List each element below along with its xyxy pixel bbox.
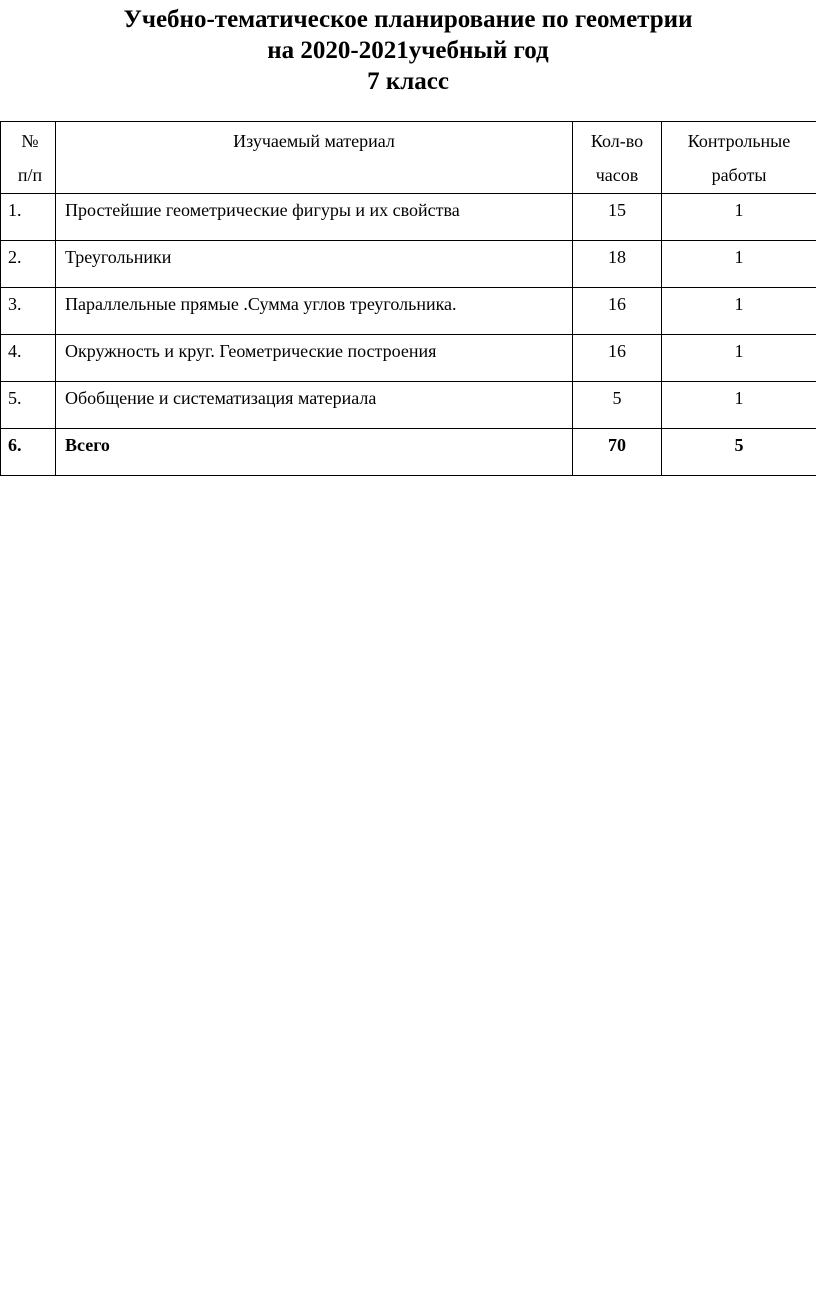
table-row	[1, 382, 816, 429]
header-tests-line2: работы	[711, 165, 767, 185]
title-line-year: на 2020-2021учебный год	[267, 37, 549, 64]
row-num: 2.	[8, 247, 22, 267]
table-header-row	[1, 122, 816, 194]
row-material: Простейшие геометрические фигуры и их свойства	[65, 200, 460, 220]
header-num	[1, 122, 56, 194]
row-hours: 16	[608, 341, 626, 361]
row-material: Параллельные прямые .Сумма углов треугольника.	[65, 294, 457, 314]
row-material: Треугольники	[65, 247, 172, 267]
planning-table	[0, 121, 816, 476]
header-hours-line2: часов	[595, 165, 639, 185]
row-hours: 18	[608, 247, 626, 267]
table-row	[1, 194, 816, 241]
header-tests-line1: Контрольные	[687, 131, 791, 151]
header-tests	[662, 122, 816, 194]
row-num: 1.	[8, 200, 22, 220]
row-material: Обобщение и систематизация материала	[65, 388, 377, 408]
title-line-subject: Учебно-тематическое планирование по геометрии	[123, 6, 693, 33]
row-num: 4.	[8, 341, 22, 361]
total-label: Всего	[65, 435, 110, 455]
title-line-grade: 7 класс	[367, 68, 449, 95]
table-row	[1, 288, 816, 335]
header-material-label: Изучаемый материал	[233, 131, 395, 151]
row-material: Окружность и круг. Геометрические построения	[65, 341, 437, 361]
row-tests: 1	[734, 388, 744, 408]
row-tests: 1	[734, 341, 744, 361]
row-num: 3.	[8, 294, 22, 314]
page-title	[0, 4, 816, 97]
row-tests: 1	[734, 200, 744, 220]
total-num: 6.	[8, 435, 22, 455]
total-tests: 5	[734, 435, 744, 455]
row-hours: 15	[608, 200, 626, 220]
header-num-line1: №	[21, 131, 39, 151]
header-hours-line1: Кол-во	[590, 131, 644, 151]
row-tests: 1	[734, 247, 744, 267]
row-num: 5.	[8, 388, 22, 408]
total-hours: 70	[608, 435, 626, 455]
row-tests: 1	[734, 294, 744, 314]
table-row	[1, 335, 816, 382]
header-hours	[573, 122, 662, 194]
header-material	[56, 122, 573, 194]
table-total-row	[1, 429, 816, 476]
row-hours: 5	[612, 388, 622, 408]
header-num-line2: п/п	[17, 165, 43, 185]
row-hours: 16	[608, 294, 626, 314]
table-row	[1, 241, 816, 288]
